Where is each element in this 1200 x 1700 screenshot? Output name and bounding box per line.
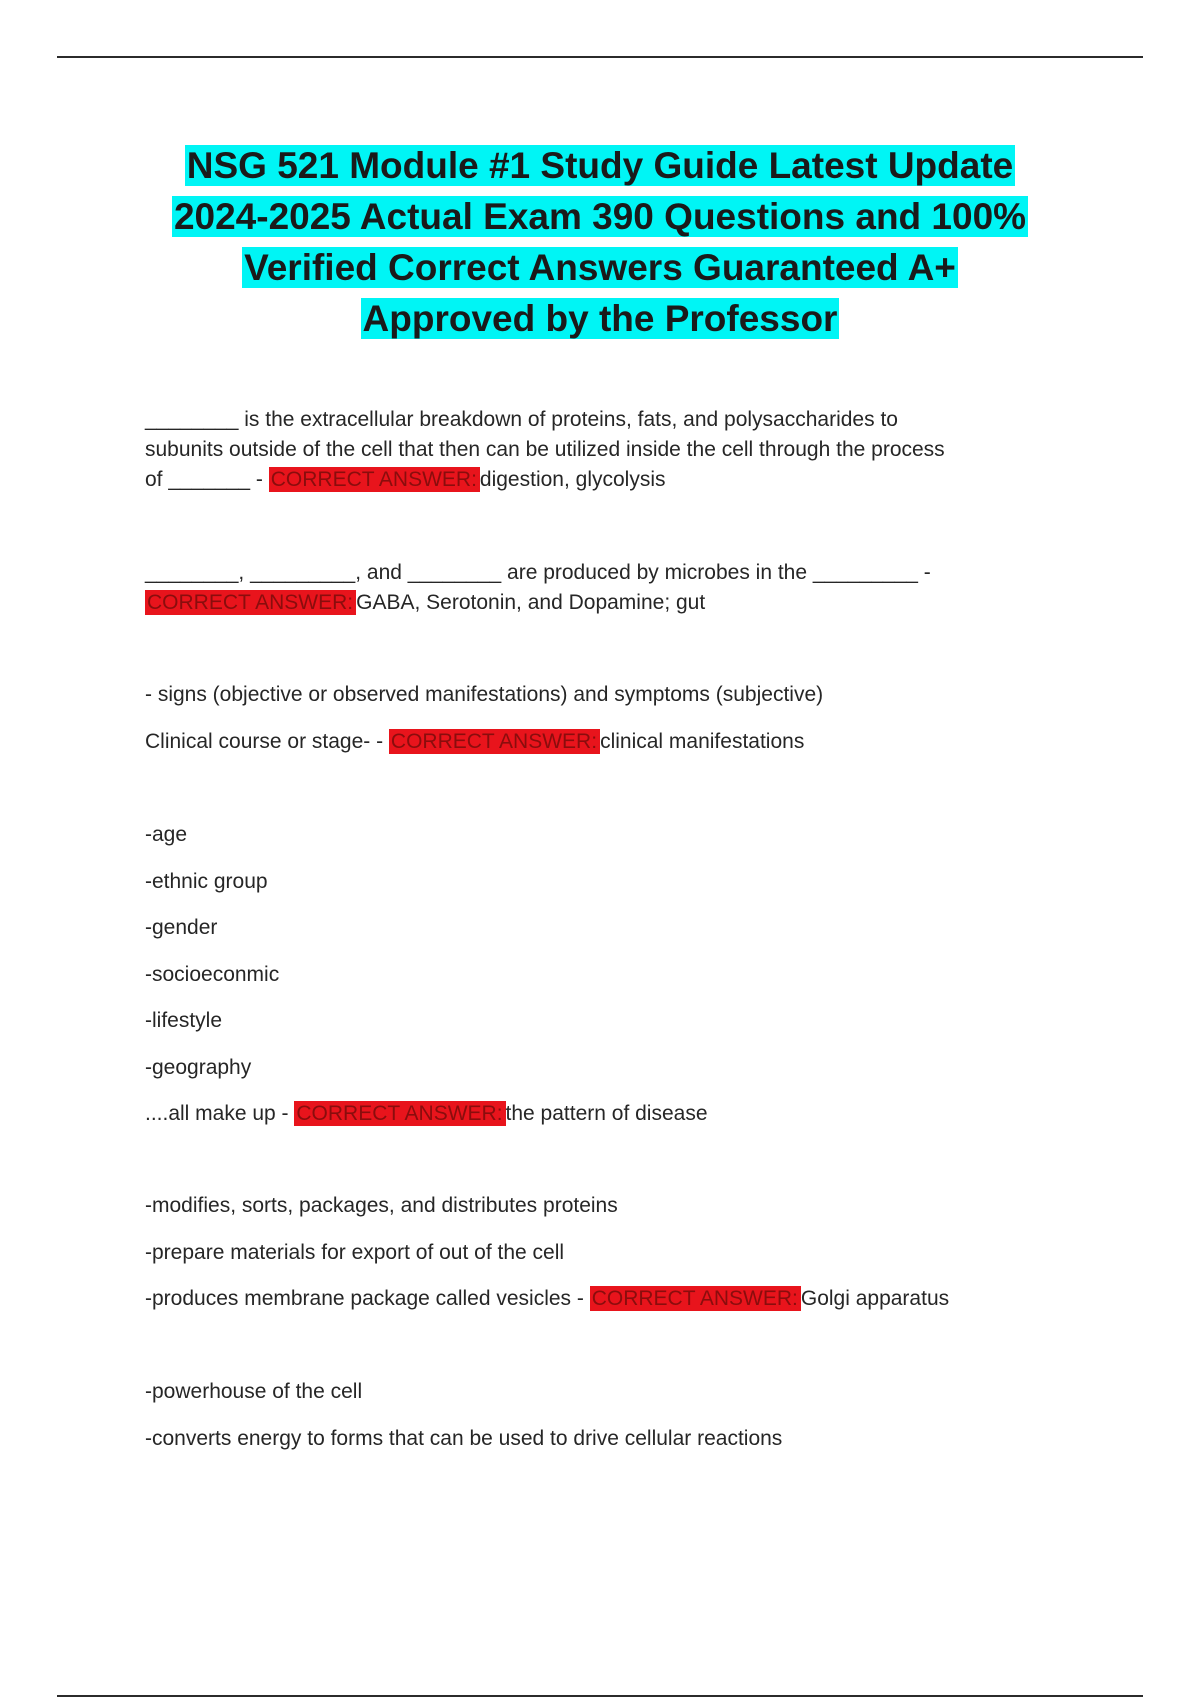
list-item: -modifies, sorts, packages, and distributes proteins (145, 1194, 618, 1217)
title-line: NSG 521 Module #1 Study Guide Latest Update (186, 145, 1014, 186)
list-item: -gender (145, 916, 218, 939)
list-item: -ethnic group (145, 869, 268, 893)
list-item: -socioeconmic (145, 962, 280, 986)
list-item: -prepare materials for export of out of the cell (145, 1240, 565, 1264)
correct-answer-label: CORRECT ANSWER: (269, 467, 480, 492)
answer-text: the pattern of disease (505, 1102, 708, 1125)
correct-answer-label: CORRECT ANSWER: (590, 1286, 801, 1311)
question-block (145, 1377, 1080, 1470)
title-line: Verified Correct Answers Guaranteed A+ (244, 247, 956, 288)
question-block (145, 405, 1080, 495)
question-block (145, 680, 1080, 757)
list-item: -age (145, 823, 188, 846)
question-text: ________ is the extracellular breakdown of proteins, fats, and polysaccharides to (145, 408, 898, 431)
question-text: - signs (objective or observed manifestations) and symptoms (subjective) (145, 683, 824, 706)
correct-answer-label: CORRECT ANSWER: (294, 1101, 505, 1126)
correct-answer-label: CORRECT ANSWER: (389, 729, 600, 754)
answer-line (145, 1099, 1080, 1129)
document-title (100, 140, 1100, 344)
question-block (145, 558, 1080, 618)
question-text: ....all make up - (145, 1102, 295, 1125)
question-block (145, 820, 1080, 1129)
bottom-rule (57, 1695, 1143, 1697)
answer-text: digestion, glycolysis (479, 468, 666, 491)
title-line: Approved by the Professor (362, 298, 838, 339)
answer-text: clinical manifestations (600, 729, 805, 753)
list-item: -converts energy to forms that can be used to drive cellular reactions (145, 1426, 783, 1450)
list-item: -powerhouse of the cell (145, 1380, 363, 1403)
title-line: 2024-2025 Actual Exam 390 Questions and 100% (173, 196, 1027, 237)
top-rule (57, 56, 1143, 58)
question-text: of _______ - (145, 468, 269, 491)
answer-text: GABA, Serotonin, and Dopamine; gut (356, 591, 706, 614)
question-text: -produces membrane package called vesicles - (145, 1287, 590, 1310)
answer-line (145, 588, 1080, 618)
answer-text: Golgi apparatus (800, 1287, 950, 1310)
answer-line (145, 465, 1080, 495)
question-text: Clinical course or stage- - (145, 729, 389, 753)
question-text: subunits outside of the cell that then can be utilized inside the cell through the process (145, 438, 945, 461)
question-block (145, 1191, 1080, 1314)
question-text: ________, _________, and ________ are produced by microbes in the _________ - (145, 561, 931, 584)
correct-answer-label: CORRECT ANSWER: (145, 590, 356, 615)
answer-line (145, 1284, 1080, 1314)
list-item: -lifestyle (145, 1009, 223, 1032)
answer-line (145, 727, 1080, 757)
list-item: -geography (145, 1055, 252, 1079)
